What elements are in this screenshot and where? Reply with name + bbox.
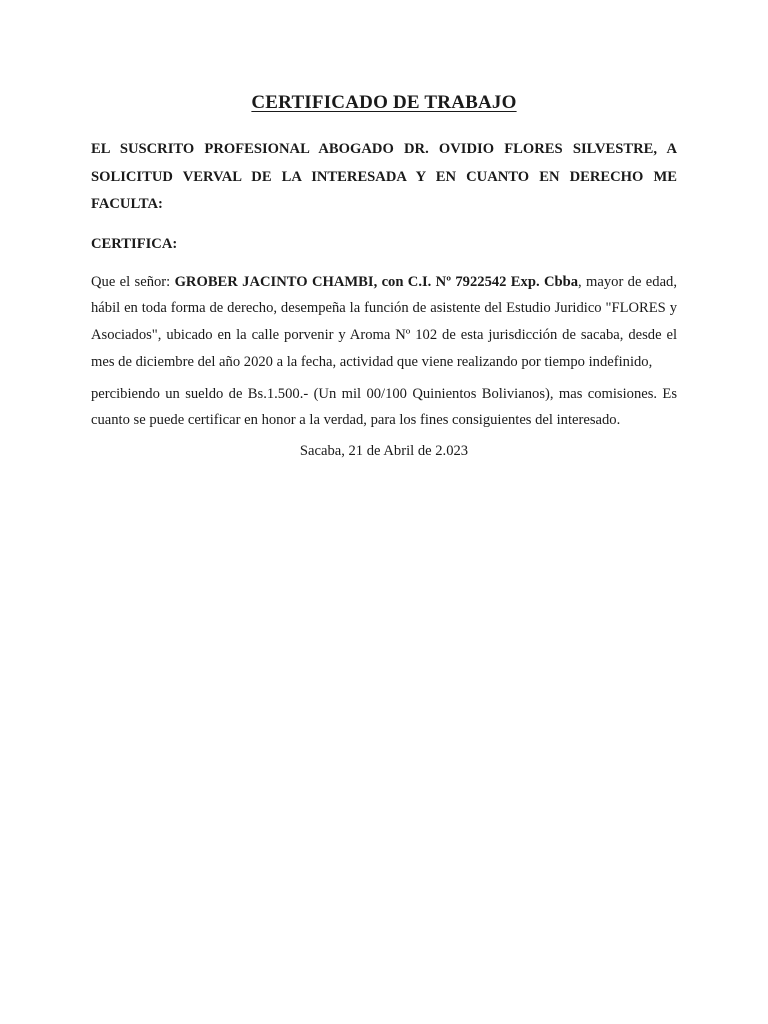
intro-paragraph: EL SUSCRITO PROFESIONAL ABOGADO DR. OVIDIO FLORES SILVESTRE, A SOLICITUD VERVAL DE LA INTERESADA Y EN CUANTO EN DERECHO ME FACULTA: [91, 141, 677, 212]
paragraph-1-prefix: Que el señor: [91, 273, 175, 290]
certifica-heading: CERTIFICA: [91, 235, 178, 252]
document-title: CERTIFICADO DE TRABAJO [251, 92, 517, 113]
body-paragraph-1 [91, 269, 677, 376]
date-line: Sacaba, 21 de Abril de 2.023 [299, 443, 469, 460]
paragraph-1-suffix: , mayor de edad, hábil en toda forma de derecho, desempeña la función de asistente del Estudio Juridico "FLORES y Asociados", ubicado en la calle porvenir y Aroma Nº 102 de esta jurisdicción de sacaba, desde el mes de diciembre del año 2020 a la fecha, actividad que viene realizando por tiempo indefinido, [91, 273, 677, 370]
document-page [91, 92, 677, 465]
body-paragraph-2: percibiendo un sueldo de Bs.1.500.- (Un mil 00/100 Quinientos Bolivianos), mas comisiones. Es cuanto se puede certificar en honor a la verdad, para los fines consiguientes del interesado. [91, 385, 677, 429]
employee-identification: GROBER JACINTO CHAMBI, con C.I. Nº 7922542 Exp. Cbba [174, 273, 579, 290]
